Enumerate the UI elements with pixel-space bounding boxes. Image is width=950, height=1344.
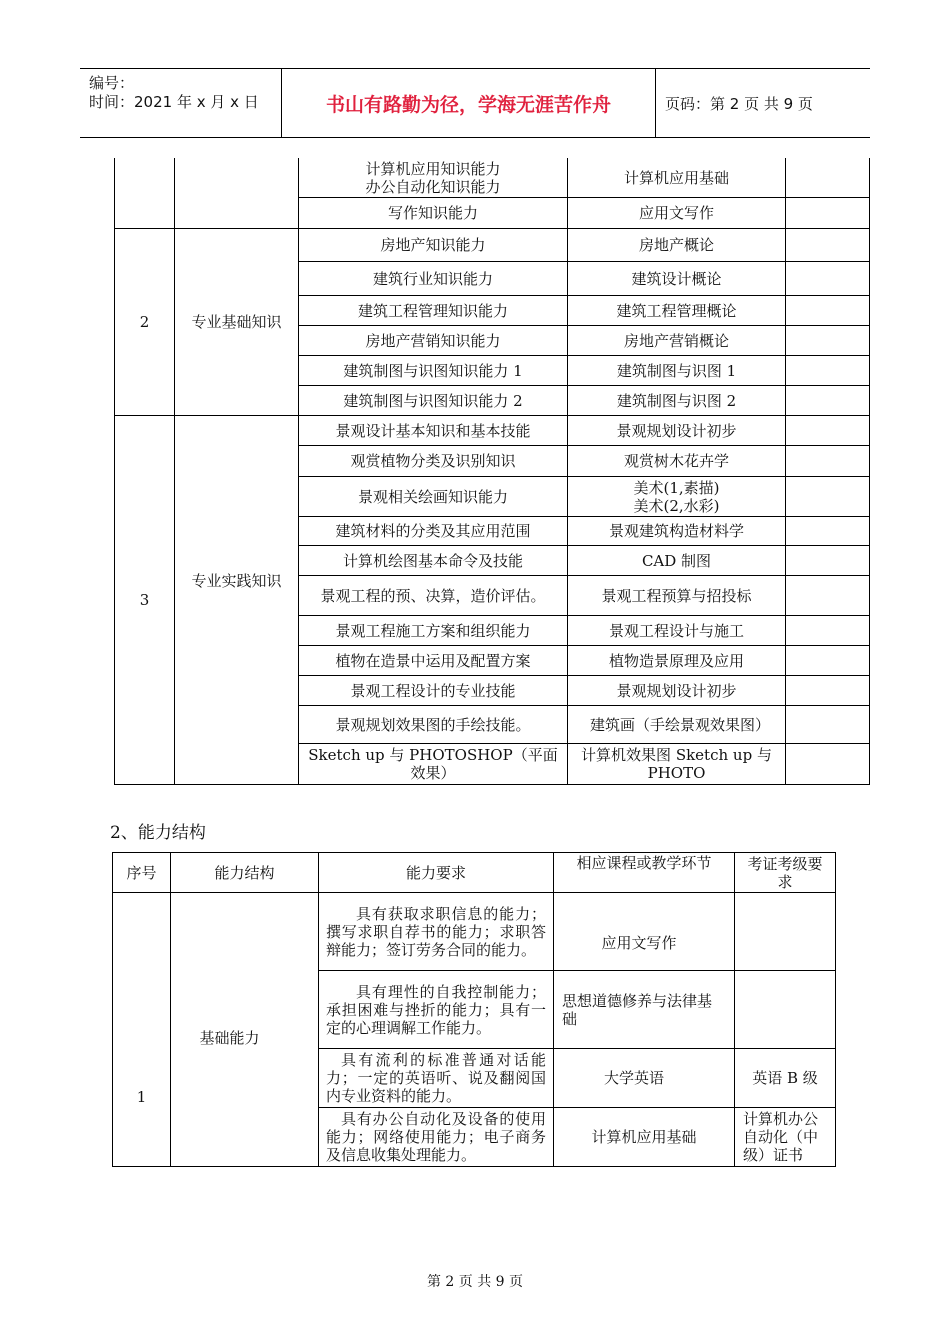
header-page-label: 页码：第 2 页 共 9 页 (665, 94, 813, 113)
course-cell: 建筑工程管理概论 (616, 301, 737, 320)
course-cell: 大学英语 (603, 1069, 664, 1087)
column-header: 考证考级要求 (747, 854, 823, 891)
course-cell: 建筑制图与识图 1 (616, 361, 737, 380)
course-cell: 计算机应用基础 (623, 168, 729, 187)
group-number: 2 (139, 313, 150, 331)
group-name: 专业实践知识 (191, 572, 282, 590)
skill-cell: 建筑制图与识图知识能力 2 (343, 391, 523, 410)
group-name: 基础能力 (199, 1029, 260, 1047)
group-name: 专业基础知识 (191, 313, 282, 331)
cert-cell (735, 971, 835, 1048)
skill-cell: 建筑工程管理知识能力 (357, 301, 508, 320)
doc-number-label: 编号： (89, 74, 135, 92)
requirement-cell: 具有办公自动化及设备的使用能力；网络使用能力；电子商务及信息收集处理能力。 (326, 1110, 546, 1164)
page-header (80, 68, 870, 138)
course-cell: 景观工程预算与招投标 (601, 586, 752, 605)
course-cell: 建筑设计概论 (631, 269, 722, 288)
requirement-cell: 具有理性的自我控制能力；承担困难与挫折的能力；具有一定的心理调解工作能力。 (326, 982, 546, 1037)
column-header: 相应课程或教学环节 (576, 854, 712, 872)
section-title: 2、能力结构 (110, 823, 206, 843)
doc-time-label: 时间：2021 年 x 月 x 日 (89, 93, 259, 111)
course-cell: 房地产概论 (638, 236, 714, 254)
course-cell: 应用文写作 (601, 934, 677, 952)
column-header: 能力要求 (405, 863, 466, 882)
course-cell: CAD 制图 (641, 551, 712, 570)
course-cell: 思想道德修养与法律基础 (562, 991, 713, 1028)
skill-cell: 计算机应用知识能力 办公自动化知识能力 (365, 159, 501, 196)
skill-cell: 景观规划效果图的手绘技能。 (335, 715, 531, 734)
skill-cell: 建筑制图与识图知识能力 1 (343, 361, 523, 380)
skill-cell: 观赏植物分类及识别知识 (350, 452, 516, 470)
skill-cell: 景观工程施工方案和组织能力 (335, 621, 531, 640)
page-footer: 第 2 页 共 9 页 (426, 1274, 524, 1290)
course-cell: 观赏树木花卉学 (623, 452, 729, 470)
skill-cell: 景观工程设计的专业技能 (350, 681, 516, 700)
column-header: 能力结构 (214, 863, 275, 882)
course-cell: 计算机应用基础 (591, 1128, 697, 1146)
course-cell: 景观规划设计初步 (616, 681, 737, 700)
skill-cell: 写作知识能力 (387, 204, 478, 222)
skill-cell: 房地产营销知识能力 (365, 331, 501, 350)
skill-cell: Sketch up 与 PHOTOSHOP（平面效果） (308, 746, 558, 782)
skill-cell: 房地产知识能力 (380, 236, 486, 254)
skill-cell: 建筑材料的分类及其应用范围 (335, 522, 531, 540)
requirement-cell: 具有获取求职信息的能力；撰写求职自荐书的能力；求职答辩能力；签订劳务合同的能力。 (326, 904, 546, 959)
group-number: 3 (139, 591, 150, 609)
course-cell: 景观工程设计与施工 (608, 621, 744, 640)
skill-cell: 计算机绘图基本命令及技能 (342, 551, 523, 570)
skill-cell: 建筑行业知识能力 (372, 269, 493, 288)
requirement-cell: 具有流利的标准普通对话能力；一定的英语听、说及翻阅国内专业资料的能力。 (326, 1051, 546, 1105)
course-cell: 景观建筑构造材料学 (608, 522, 744, 540)
course-cell: 建筑制图与识图 2 (616, 391, 737, 410)
skill-cell: 景观工程的预、决算，造价评估。 (320, 586, 546, 605)
course-cell: 景观规划设计初步 (616, 421, 737, 440)
column-header: 序号 (126, 863, 157, 882)
cert-cell (735, 893, 835, 970)
course-cell: 房地产营销概论 (623, 331, 729, 350)
cert-cell: 计算机办公自动化（中级）证书 (743, 1110, 819, 1164)
group-number: 1 (136, 1088, 147, 1106)
cert-cell: 英语 B 级 (752, 1069, 818, 1087)
course-cell: 应用文写作 (638, 204, 714, 222)
header-motto: 书山有路勤为径，学海无涯苦作舟 (282, 69, 656, 137)
course-cell: 建筑画（手绘景观效果图） (590, 715, 771, 734)
course-cell: 计算机效果图 Sketch up 与 PHOTO (581, 746, 772, 782)
course-cell: 植物造景原理及应用 (608, 651, 744, 670)
skill-cell: 植物在造景中运用及配置方案 (335, 651, 531, 670)
header-meta (80, 69, 282, 137)
skill-cell: 景观设计基本知识和基本技能 (335, 421, 531, 440)
course-cell: 美术(1,素描) 美术(2,水彩) (633, 478, 720, 515)
skill-cell: 景观相关绘画知识能力 (357, 487, 508, 506)
